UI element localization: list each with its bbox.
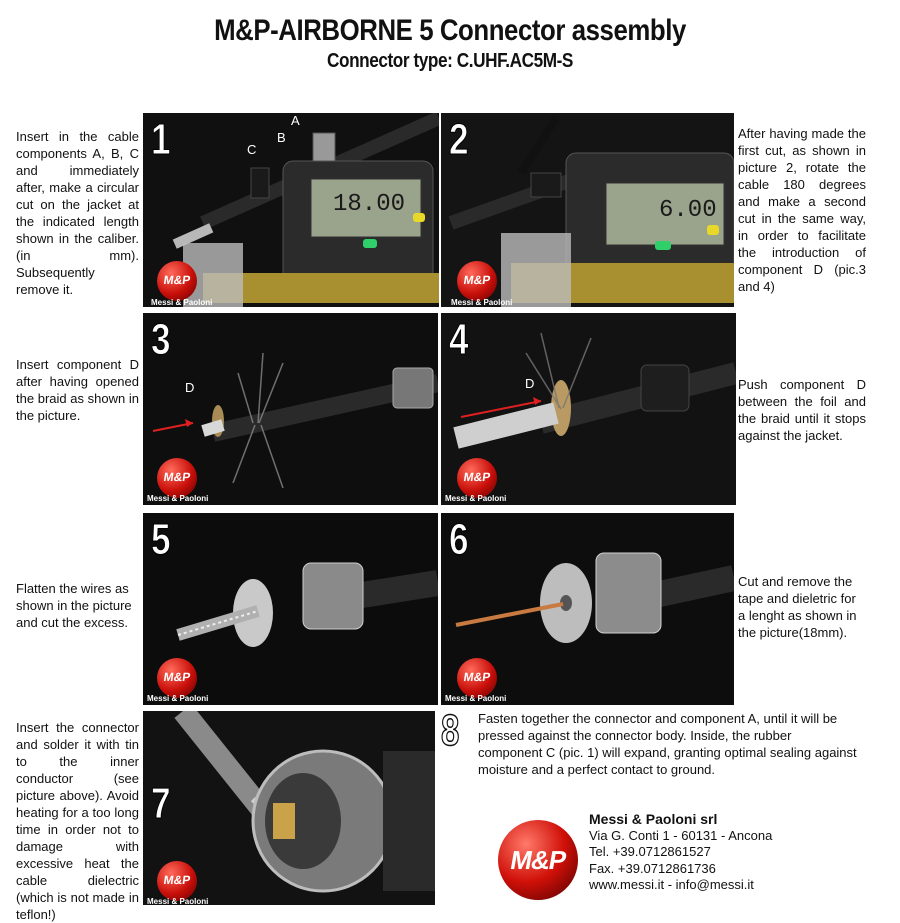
step-7-photo	[143, 711, 435, 905]
logo-caption: Messi & Paoloni	[151, 298, 213, 307]
step-5-number: 5	[151, 515, 171, 564]
mp-logo: M&P	[157, 861, 197, 901]
step-3-text: Insert component D after having opened the braid as shown in the picture.	[16, 357, 139, 423]
step-6-text: Cut and remove the tape and dieletric for a lenght as shown in the picture(18mm).	[738, 574, 857, 640]
logo-caption: Messi & Paoloni	[147, 494, 209, 503]
company-info	[589, 811, 772, 894]
component-c-label: C	[247, 142, 257, 157]
logo-caption: Messi & Paoloni	[445, 494, 507, 503]
step-1-number: 1	[151, 115, 171, 164]
mp-logo: M&P	[157, 458, 197, 498]
logo-caption: Messi & Paoloni	[147, 897, 209, 905]
step-5-photo	[143, 513, 438, 705]
step-7-number: 7	[151, 779, 171, 828]
page-subtitle: Connector type: C.UHF.AC5M-S	[327, 50, 573, 72]
step-4-text: Push component D between the foil and the braid until it stops against the jacket.	[738, 377, 866, 443]
company-tel: Tel. +39.0712861527	[589, 844, 711, 859]
step-8-number: 8	[441, 706, 460, 755]
company-name: Messi & Paoloni srl	[589, 811, 718, 827]
step-3-number: 3	[151, 315, 171, 364]
component-d-label: D	[525, 376, 535, 391]
mp-logo: M&P	[457, 261, 497, 301]
mp-logo: M&P	[457, 658, 497, 698]
logo-caption: Messi & Paoloni	[445, 694, 507, 703]
step-6-number: 6	[449, 515, 469, 564]
company-address: Via G. Conti 1 - 60131 - Ancona	[589, 827, 773, 843]
caliper-display: 6.00	[659, 197, 717, 224]
step-3-photo	[143, 313, 438, 505]
mp-logo: M&P	[457, 458, 497, 498]
company-fax: Fax. +39.0712861736	[589, 860, 716, 876]
component-d-label: D	[185, 380, 195, 395]
logo-caption: Messi & Paoloni	[147, 694, 209, 703]
step-1-text: Insert in the cable components A, B, C and immediately after, make a circular cut on the jacket at the indicated length shown in the caliber. (in mm). Subsequently remove it.	[16, 129, 139, 297]
step-4-number: 4	[449, 315, 469, 364]
logo-caption: Messi & Paoloni	[451, 298, 513, 307]
step-2-photo	[441, 113, 734, 307]
caliper-display: 18.00	[333, 191, 406, 218]
step-5-text: Flatten the wires as shown in the picture and cut the excess.	[16, 581, 132, 630]
step-6-photo	[441, 513, 734, 705]
step-2-number: 2	[449, 115, 469, 164]
step-1-photo	[143, 113, 439, 307]
component-b-label: B	[277, 130, 286, 145]
step-8-text: Fasten together the connector and component A, until it will be pressed against the connector body. Inside, the rubber component C (pic. 1) will expand, granting optimal sealing against moisture and a perfect contact to ground.	[478, 711, 857, 777]
mp-logo: M&P	[157, 658, 197, 698]
step-7-text: Insert the connector and solder it with tin to the inner conductor (see picture above). Avoid heating for a too long time in order not to damage with excessive heat the cable dielectric (which is not made in teflon!)	[16, 720, 139, 922]
mp-logo: M&P	[157, 261, 197, 301]
company-logo: M&P	[498, 820, 578, 900]
step-4-photo	[441, 313, 736, 505]
step-2-text: After having made the first cut, as shown in picture 2, rotate the cable 180 degrees and make a second cut in the same way, in order to facilitate the introduction of component D (pic.3 and 4)	[738, 126, 866, 294]
company-web[interactable]: www.messi.it - info@messi.it	[589, 877, 754, 892]
page-title: M&P-AIRBORNE 5 Connector assembly	[214, 14, 686, 47]
component-a-label: A	[291, 113, 300, 128]
